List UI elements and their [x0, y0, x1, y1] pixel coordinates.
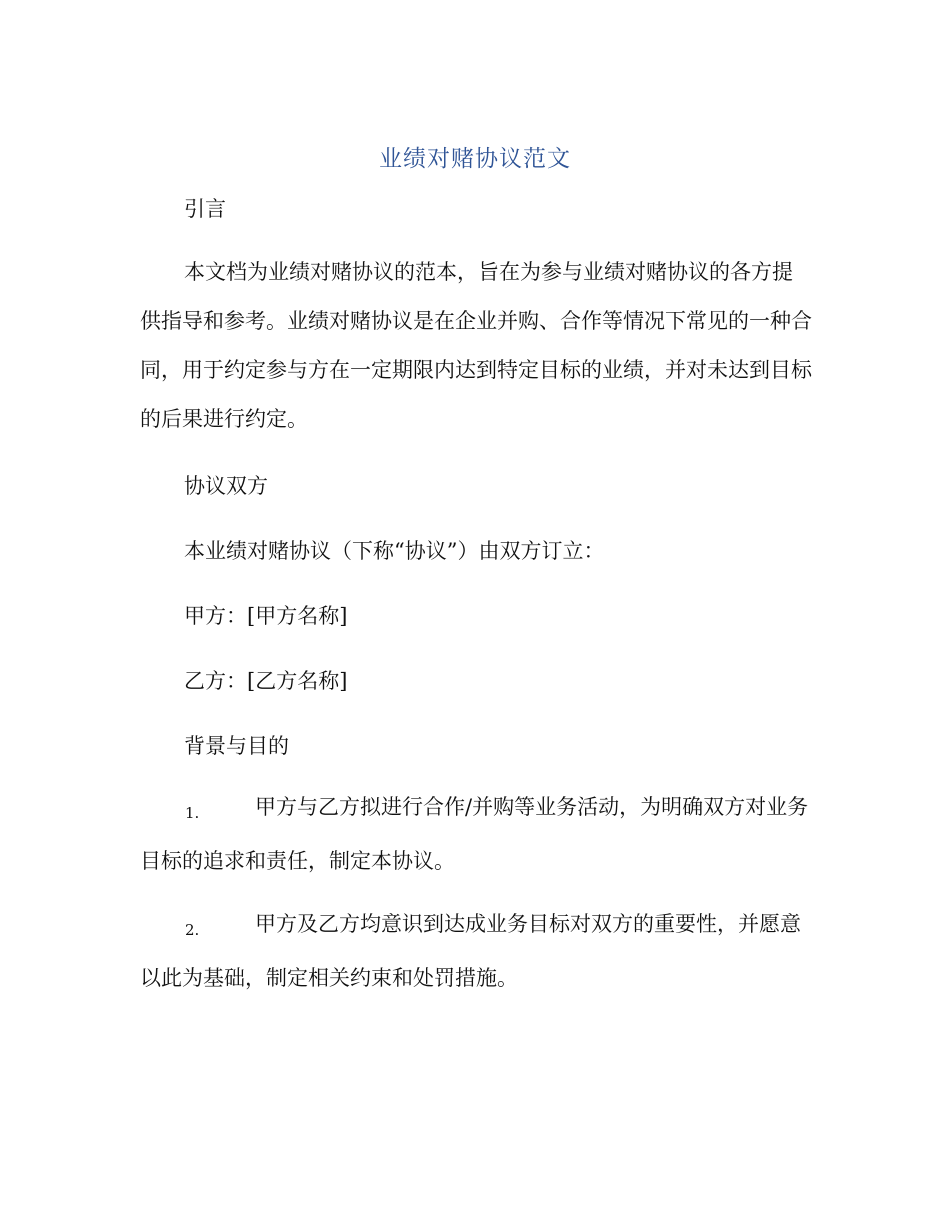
party-a-line: 甲方：[甲方名称] [184, 604, 348, 628]
list-item-number: 1. [185, 804, 200, 822]
document-title: 业绩对赌协议范文 [379, 146, 571, 172]
list-item-text: 甲方与乙方拟进行合作/并购等业务活动，为明确双方对业务目标的追求和责任，制定本协议。 [140, 795, 809, 873]
list-item-number: 2. [185, 921, 200, 939]
list-item [140, 898, 812, 1004]
section-heading-parties: 协议双方 [184, 474, 268, 498]
party-b-line: 乙方：[乙方名称] [184, 669, 348, 693]
list-item [140, 781, 812, 887]
intro-paragraph: 本文档为业绩对赌协议的范本，旨在为参与业绩对赌协议的各方提供指导和参考。业绩对赌协议是在企业并购、合作等情况下常见的一种合同，用于约定参与方在一定期限内达到特定目标的业绩，并对未达到目标的后果进行约定。 [140, 260, 812, 431]
parties-intro-paragraph: 本业绩对赌协议（下称“协议”）由双方订立： [184, 539, 605, 563]
section-heading-intro: 引言 [184, 197, 226, 221]
section-heading-background: 背景与目的 [184, 734, 289, 758]
list-item-text: 甲方及乙方均意识到达成业务目标对双方的重要性，并愿意以此为基础，制定相关约束和处罚措施。 [140, 912, 801, 990]
